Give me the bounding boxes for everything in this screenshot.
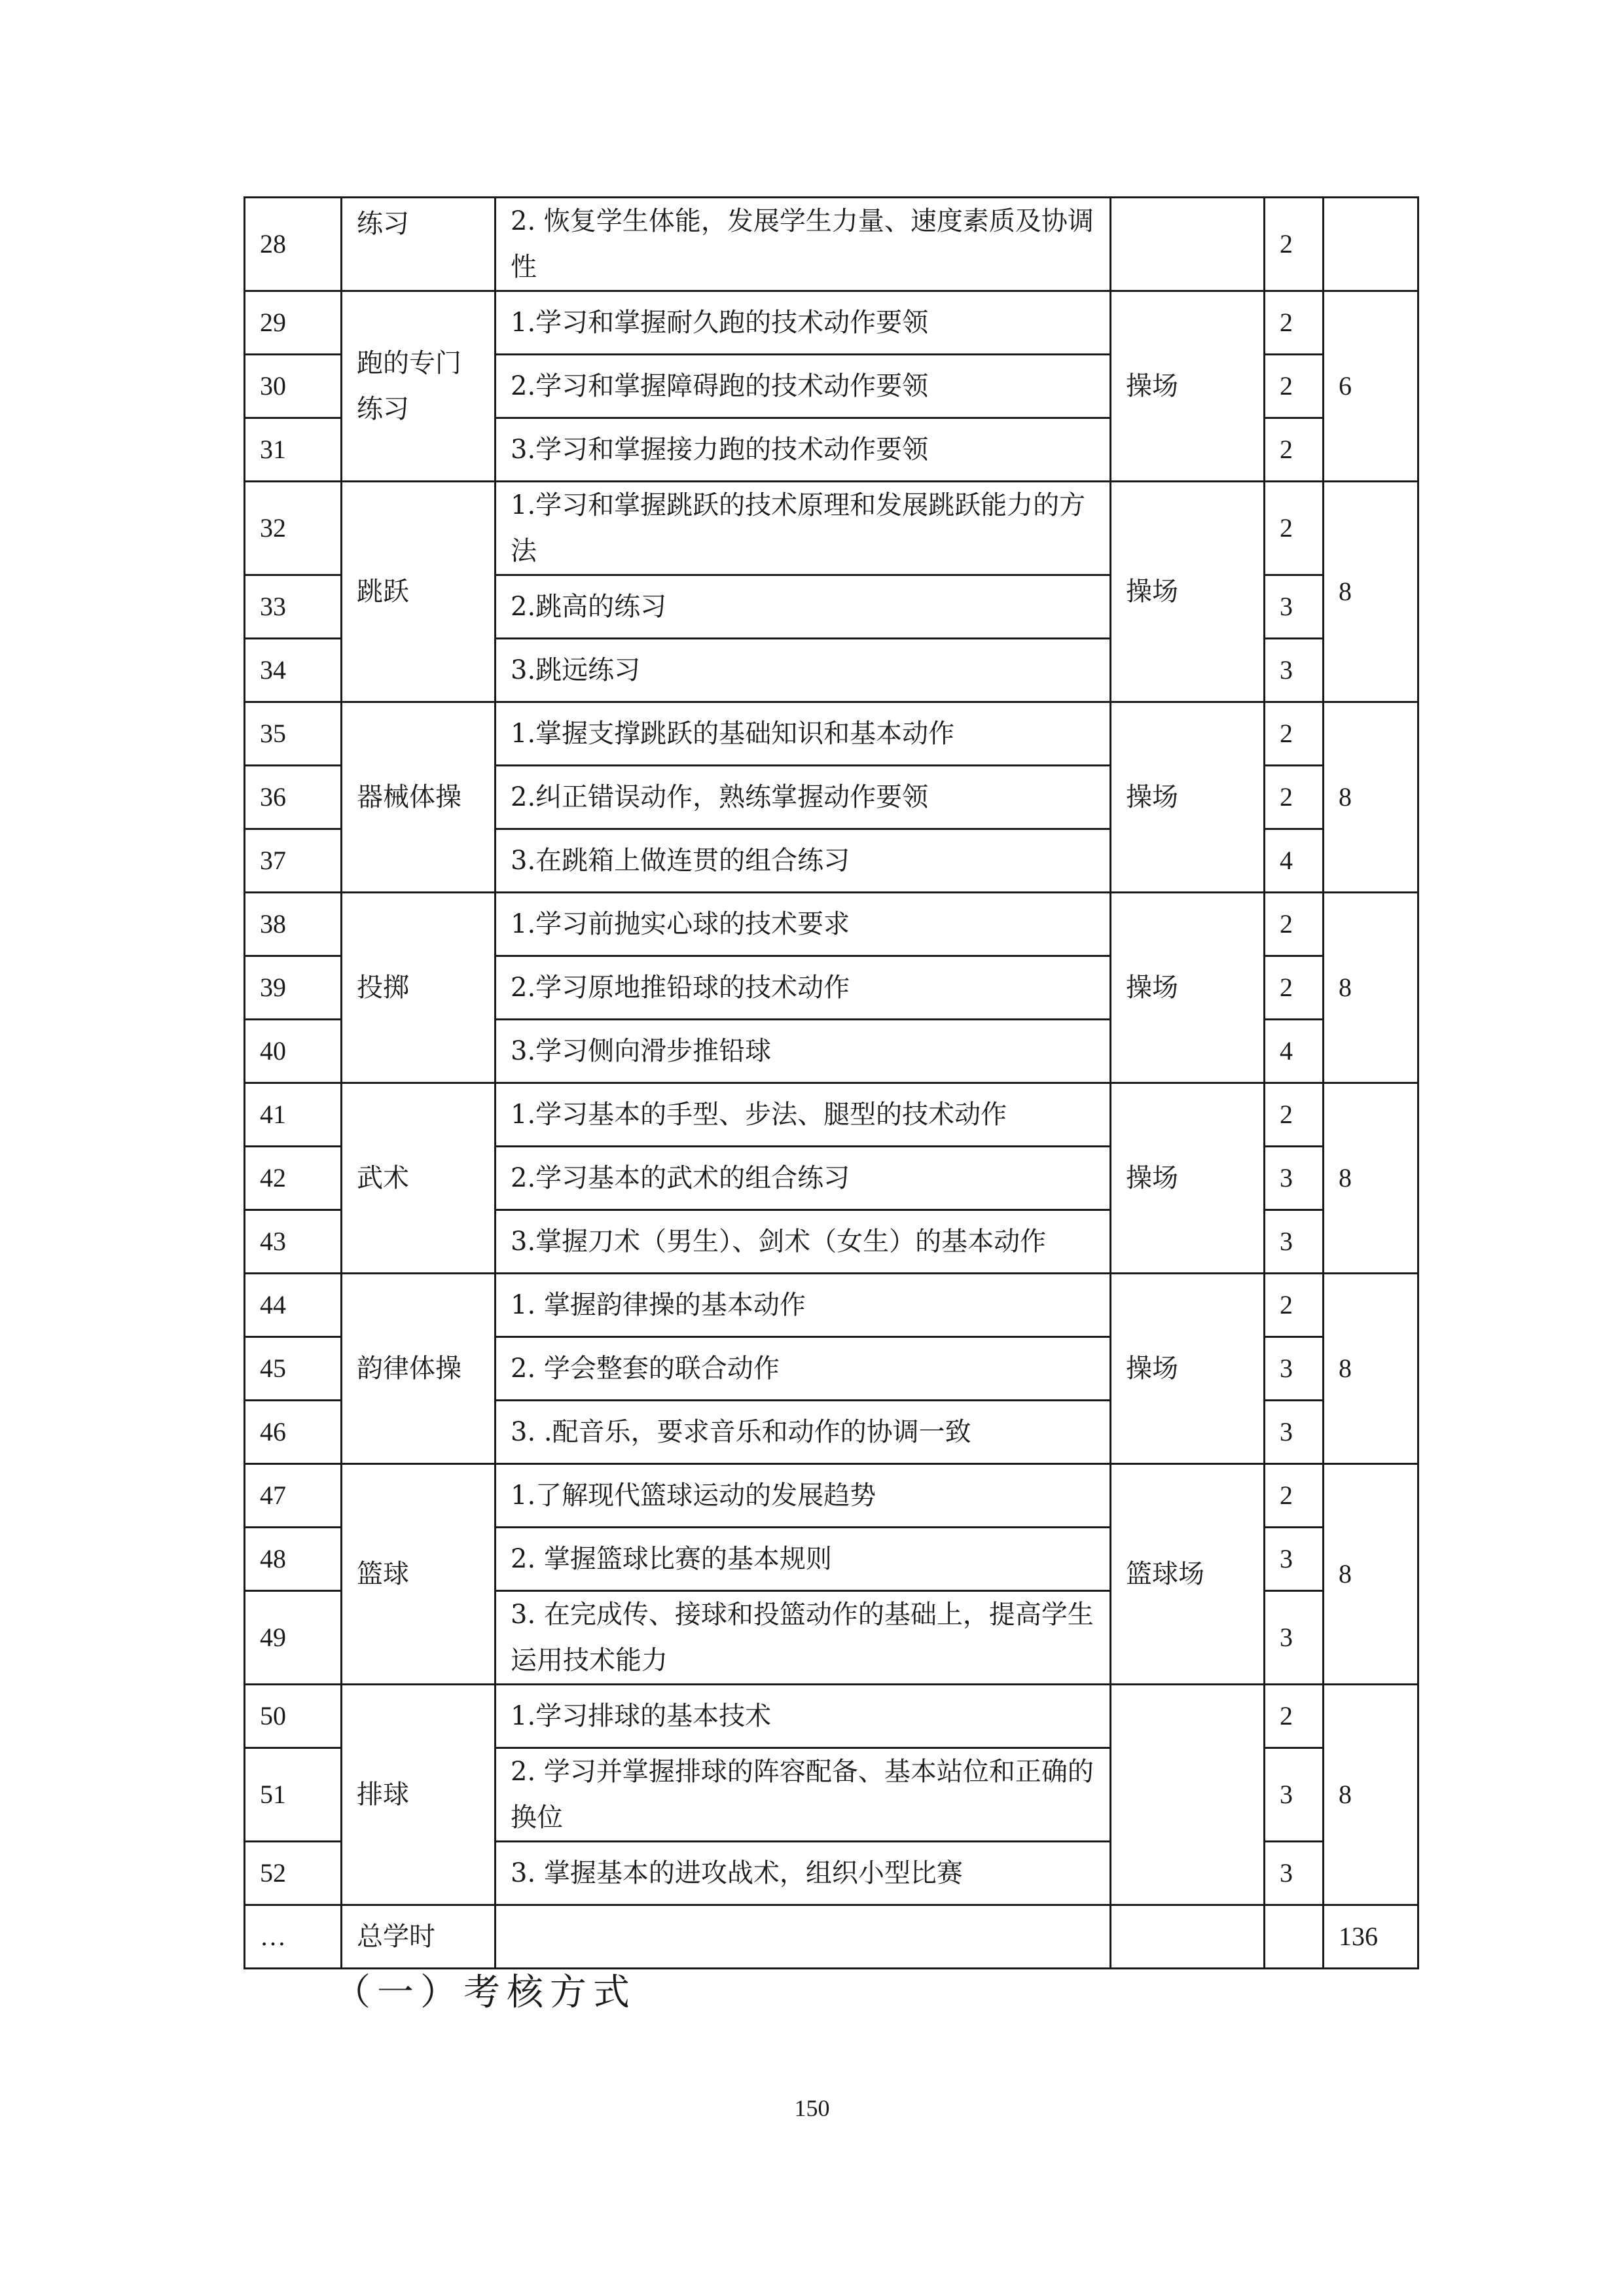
row-number: 43 — [245, 1210, 342, 1274]
content-cell: 3. 在完成传、接球和投篮动作的基础上，提高学生运用技术能力 — [496, 1591, 1111, 1685]
row-number: 37 — [245, 829, 342, 893]
venue-cell — [1111, 1685, 1265, 1905]
hours-cell: 2 — [1265, 482, 1324, 575]
total-row — [245, 1905, 1418, 1969]
row-number: 35 — [245, 702, 342, 766]
hours-cell: 3 — [1265, 1210, 1324, 1274]
topic-cell: 投掷 — [342, 893, 496, 1083]
subtotal-cell: 8 — [1324, 1274, 1418, 1464]
content-cell: 3.跳远练习 — [496, 639, 1111, 702]
row-number: 50 — [245, 1685, 342, 1748]
hours-cell: 3 — [1265, 1748, 1324, 1842]
subtotal-cell: 8 — [1324, 1685, 1418, 1905]
topic-cell: 排球 — [342, 1685, 496, 1905]
content-cell: 3.掌握刀术（男生）、剑术（女生）的基本动作 — [496, 1210, 1111, 1274]
content-cell: 1.学习和掌握跳跃的技术原理和发展跳跃能力的方法 — [496, 482, 1111, 575]
hours-cell: 2 — [1265, 198, 1324, 291]
row-number: 44 — [245, 1274, 342, 1337]
table-row — [245, 1083, 1418, 1147]
hours-cell: 3 — [1265, 1528, 1324, 1591]
content-cell: 2.纠正错误动作，熟练掌握动作要领 — [496, 766, 1111, 829]
hours-cell: 3 — [1265, 1401, 1324, 1464]
subtotal-cell — [1324, 198, 1418, 291]
topic-cell: 跳跃 — [342, 482, 496, 702]
content-cell: 3. .配音乐，要求音乐和动作的协调一致 — [496, 1401, 1111, 1464]
hours-cell: 2 — [1265, 702, 1324, 766]
table-row — [245, 893, 1418, 956]
content-cell: 2.学习基本的武术的组合练习 — [496, 1147, 1111, 1210]
table-row — [245, 291, 1418, 355]
topic-cell: 武术 — [342, 1083, 496, 1274]
row-number: 31 — [245, 418, 342, 482]
venue-cell: 操场 — [1111, 1083, 1265, 1274]
row-number: 45 — [245, 1337, 342, 1401]
hours-cell: 2 — [1265, 1274, 1324, 1337]
content-cell: 1.学习排球的基本技术 — [496, 1685, 1111, 1748]
row-number: 47 — [245, 1464, 342, 1528]
content-cell: 3.在跳箱上做连贯的组合练习 — [496, 829, 1111, 893]
hours-cell: 2 — [1265, 1685, 1324, 1748]
hours-cell: 2 — [1265, 1464, 1324, 1528]
content-cell: 3.学习和掌握接力跑的技术动作要领 — [496, 418, 1111, 482]
subtotal-cell: 8 — [1324, 1083, 1418, 1274]
content-cell: 2. 恢复学生体能，发展学生力量、速度素质及协调性 — [496, 198, 1111, 291]
row-number: 49 — [245, 1591, 342, 1685]
venue-cell: 操场 — [1111, 893, 1265, 1083]
hours-cell: 4 — [1265, 829, 1324, 893]
content-cell: 2. 掌握篮球比赛的基本规则 — [496, 1528, 1111, 1591]
venue-cell: 操场 — [1111, 702, 1265, 893]
content-cell: 1.学习前抛实心球的技术要求 — [496, 893, 1111, 956]
hours-cell: 4 — [1265, 1020, 1324, 1083]
row-number: … — [245, 1905, 342, 1969]
row-number: 30 — [245, 355, 342, 418]
hours-cell: 2 — [1265, 893, 1324, 956]
content-cell: 1.学习和掌握耐久跑的技术动作要领 — [496, 291, 1111, 355]
topic-cell: 跑的专门练习 — [342, 291, 496, 482]
topic-cell: 器械体操 — [342, 702, 496, 893]
row-number: 28 — [245, 198, 342, 291]
row-number: 38 — [245, 893, 342, 956]
course-schedule-table — [244, 196, 1419, 1969]
topic-cell: 韵律体操 — [342, 1274, 496, 1464]
content-cell: 2.学习原地推铅球的技术动作 — [496, 956, 1111, 1020]
table-row — [245, 1464, 1418, 1528]
row-number: 32 — [245, 482, 342, 575]
content-cell — [496, 1905, 1111, 1969]
total-hours: 136 — [1324, 1905, 1418, 1969]
row-number: 42 — [245, 1147, 342, 1210]
hours-cell: 3 — [1265, 1842, 1324, 1905]
table-row — [245, 482, 1418, 575]
content-cell: 2. 学会整套的联合动作 — [496, 1337, 1111, 1401]
content-cell: 1. 掌握韵律操的基本动作 — [496, 1274, 1111, 1337]
venue-cell: 操场 — [1111, 291, 1265, 482]
hours-cell: 2 — [1265, 956, 1324, 1020]
row-number: 51 — [245, 1748, 342, 1842]
hours-cell: 3 — [1265, 1147, 1324, 1210]
content-cell: 1.掌握支撑跳跃的基础知识和基本动作 — [496, 702, 1111, 766]
venue-cell — [1111, 1905, 1265, 1969]
hours-cell: 3 — [1265, 639, 1324, 702]
row-number: 36 — [245, 766, 342, 829]
venue-cell: 篮球场 — [1111, 1464, 1265, 1685]
table-row — [245, 702, 1418, 766]
content-cell: 1.了解现代篮球运动的发展趋势 — [496, 1464, 1111, 1528]
topic-cell: 练习 — [342, 198, 496, 291]
hours-cell: 2 — [1265, 418, 1324, 482]
subtotal-cell: 8 — [1324, 482, 1418, 702]
hours-cell: 2 — [1265, 766, 1324, 829]
content-cell: 3. 掌握基本的进攻战术，组织小型比赛 — [496, 1842, 1111, 1905]
row-number: 52 — [245, 1842, 342, 1905]
row-number: 41 — [245, 1083, 342, 1147]
hours-cell: 3 — [1265, 575, 1324, 639]
row-number: 34 — [245, 639, 342, 702]
table-row — [245, 1274, 1418, 1337]
venue-cell: 操场 — [1111, 482, 1265, 702]
hours-cell: 2 — [1265, 1083, 1324, 1147]
row-number: 33 — [245, 575, 342, 639]
subtotal-cell: 8 — [1324, 702, 1418, 893]
row-number: 39 — [245, 956, 342, 1020]
subtotal-cell: 8 — [1324, 1464, 1418, 1685]
row-number: 48 — [245, 1528, 342, 1591]
venue-cell: 操场 — [1111, 1274, 1265, 1464]
content-cell: 2.跳高的练习 — [496, 575, 1111, 639]
topic-cell: 篮球 — [342, 1464, 496, 1685]
row-number: 46 — [245, 1401, 342, 1464]
content-cell: 2.学习和掌握障碍跑的技术动作要领 — [496, 355, 1111, 418]
table-row — [245, 1685, 1418, 1748]
row-number: 29 — [245, 291, 342, 355]
subtotal-cell: 8 — [1324, 893, 1418, 1083]
section-heading: （一）考核方式 — [334, 1971, 636, 2014]
venue-cell — [1111, 198, 1265, 291]
content-cell: 2. 学习并掌握排球的阵容配备、基本站位和正确的换位 — [496, 1748, 1111, 1842]
hours-cell — [1265, 1905, 1324, 1969]
page-number: 150 — [794, 2095, 830, 2121]
table-row — [245, 198, 1418, 291]
content-cell: 3.学习侧向滑步推铅球 — [496, 1020, 1111, 1083]
total-label: 总学时 — [342, 1905, 496, 1969]
row-number: 40 — [245, 1020, 342, 1083]
hours-cell: 2 — [1265, 291, 1324, 355]
content-cell: 1.学习基本的手型、步法、腿型的技术动作 — [496, 1083, 1111, 1147]
hours-cell: 2 — [1265, 355, 1324, 418]
hours-cell: 3 — [1265, 1591, 1324, 1685]
hours-cell: 3 — [1265, 1337, 1324, 1401]
subtotal-cell: 6 — [1324, 291, 1418, 482]
